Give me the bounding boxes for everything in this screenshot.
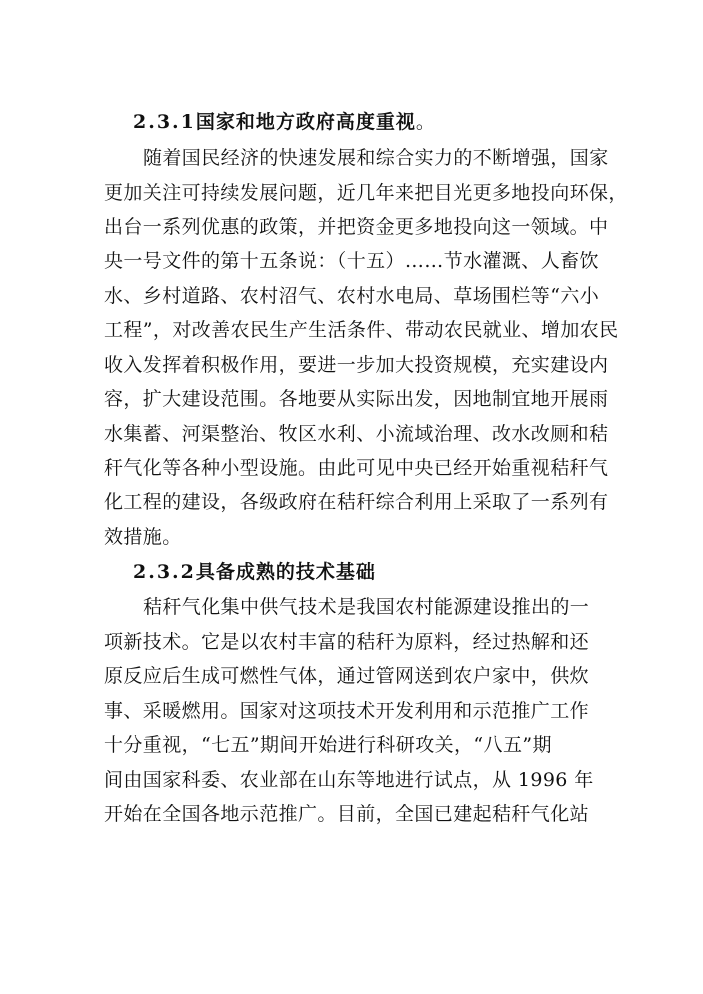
paragraph-line: 更加关注可持续发展问题，近几年来把目光更多地投向环保， [104,182,628,204]
section-title: 具备成熟的技术基础 [195,561,376,583]
paragraph-line: 秆气化等各种小型设施。由此可见中央已经开始重视秸秆气 [104,457,609,479]
paragraph-line: 开始在全国各地示范推广。目前，全国已建起秸秆气化站 [104,803,590,825]
section-title: 国家和地方政府高度重视 [195,111,416,133]
section-number: 2.3.1 [133,111,196,133]
section-heading-2-3-2 [133,555,633,589]
paragraph-line: 容，扩大建设范围。各地要从实际出发，因地制宜地开展雨 [104,388,609,410]
paragraph-line: 事、采暖燃用。国家对这项技术开发利用和示范推广工作 [104,700,590,722]
paragraph-line: 央一号文件的第十五条说：（十五）……节水灌溉、人畜饮 [104,250,599,272]
section-number: 2.3.2 [133,561,196,583]
section-heading-2-3-1 [133,105,633,139]
paragraph-line: 效措施。 [104,526,182,548]
paragraph-line: 随着国民经济的快速发展和综合实力的不断增强，国家 [143,147,609,169]
paragraph-line: 项新技术。它是以农村丰富的秸秆为原料，经过热解和还 [104,631,590,653]
paragraph-line: 秸秆气化集中供气技术是我国农村能源建设推出的一 [143,596,590,618]
paragraph-line: 出台一系列优惠的政策，并把资金更多地投向这一领域。中 [104,216,609,238]
paragraph-line: 水、乡村道路、农村沼气、农村水电局、草场围栏等“六小 [104,285,600,307]
paragraph-line: 收入发挥着积极作用，要进一步加大投资规模，充实建设内 [104,354,609,376]
section-title-punctuation: 。 [415,111,436,133]
paragraph-line: 间由国家科委、农业部在山东等地进行试点，从 1996 年 [104,769,594,791]
paragraph-line: 化工程的建设，各级政府在秸秆综合利用上采取了一系列有 [104,491,609,513]
paragraph-line: 十分重视，“七五”期间开始进行科研攻关，“八五”期 [104,734,552,756]
paragraph-line: 工程”，对改善农民生产生活条件、带动农民就业、增加农民 [104,319,619,341]
paragraph-line: 水集蓄、河渠整治、牧区水利、小流域治理、改水改厕和秸 [104,423,609,445]
paragraph-line: 原反应后生成可燃性气体，通过管网送到农户家中，供炊 [104,665,590,687]
